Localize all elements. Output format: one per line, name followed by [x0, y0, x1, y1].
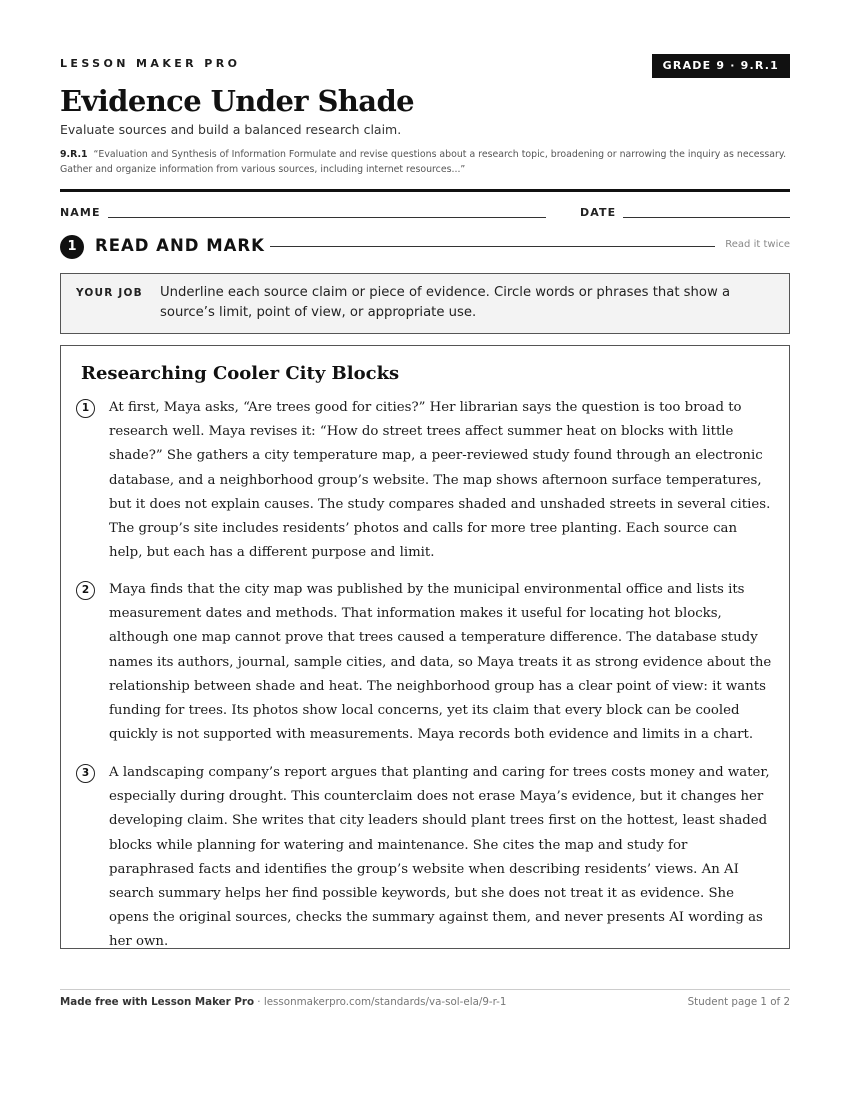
standard-code: 9.R.1	[60, 149, 88, 160]
paragraph-2: Maya finds that the city map was published by the municipal environmental office and lists its measurement dates and methods. That information makes it useful for locating hot blocks, although one map cannot prove that trees caused a temperature difference. The database study names its authors, journal, sample cities, and data, so Maya treats it as strong evidence about the relationship between shade and heat. The neighborhood group has a clear point of view: it wants funding for trees. Its photos show local concerns, yet its claim that every block can be cooled quickly is not supported with measurements. Maya records both evidence and limits in a chart.	[109, 582, 772, 743]
paragraph-3: A landscaping company’s report argues that planting and caring for trees costs money and water, especially during drought. This counterclaim does not erase Maya’s evidence, but it changes her developing claim. She writes that city leaders should plant trees first on the hottest, least shaded blocks while planning for watering and maintenance. She cites the map and study for paraphrased facts and identifies the group’s website when describing residents’ views. An AI search summary helps her find possible keywords, but she does not treat it as evidence. She opens the original sources, checks the summary against them, and never presents AI wording as her own.	[109, 765, 770, 950]
page-subtitle: Evaluate sources and build a balanced research claim.	[60, 122, 402, 137]
name-field[interactable]	[108, 217, 546, 218]
brand-name: LESSON MAKER PRO	[60, 57, 241, 70]
footer-credit	[60, 996, 506, 1008]
paragraph-1: At first, Maya asks, “Are trees good for cities?” Her librarian says the question is too broad to research well. Maya revises it: “How do street trees affect summer heat on blocks with little shade?” She gathers a city temperature map, a peer-reviewed study found through an electronic database, and a neighborhood group’s website. The map shows afternoon surface temperatures, but it does not explain causes. The study compares shaded and unshaded streets in several cities. The group’s site includes residents’ photos and calls for more tree planting. Each source can help, but each has a different purpose and limit.	[109, 400, 771, 561]
header-divider	[60, 189, 790, 192]
paragraph-number-3: 3	[76, 764, 95, 783]
footer-made-with: Made free with Lesson Maker Pro	[60, 996, 255, 1008]
grade-badge: GRADE 9 · 9.R.1	[652, 54, 790, 78]
job-label: YOUR JOB	[76, 287, 143, 299]
name-label: NAME	[60, 206, 101, 219]
passage-title: Researching Cooler City Blocks	[81, 363, 400, 384]
standard-text: “Evaluation and Synthesis of Information Formulate and revise questions about a research topic, broadening or narrowing the inquiry as necessary. Gather and organize information from various sources, including internet resources...”	[60, 149, 787, 175]
paragraph-number-1: 1	[76, 399, 95, 418]
section-title: READ AND MARK	[95, 236, 265, 255]
date-label: DATE	[580, 206, 617, 219]
footer-page-number: Student page 1 of 2	[687, 996, 790, 1008]
section-number: 1	[60, 235, 84, 259]
section-rule	[270, 246, 715, 247]
footer-divider	[60, 989, 790, 990]
job-text: Underline each source claim or piece of evidence. Circle words or phrases that show a source’s limit, point of view, or appropriate use.	[160, 285, 731, 320]
standard-description	[60, 147, 790, 177]
job-instructions-box	[60, 273, 790, 334]
footer-url[interactable]: · lessonmakerpro.com/standards/va-sol-ela/9-r-1	[254, 996, 507, 1008]
reading-passage-box	[60, 345, 790, 949]
paragraph-number-2: 2	[76, 581, 95, 600]
section-header-read-and-mark	[60, 235, 790, 259]
worksheet-page	[60, 0, 790, 1100]
page-title: Evidence Under Shade	[60, 84, 415, 118]
date-field[interactable]	[623, 217, 790, 218]
section-note: Read it twice	[725, 239, 790, 250]
